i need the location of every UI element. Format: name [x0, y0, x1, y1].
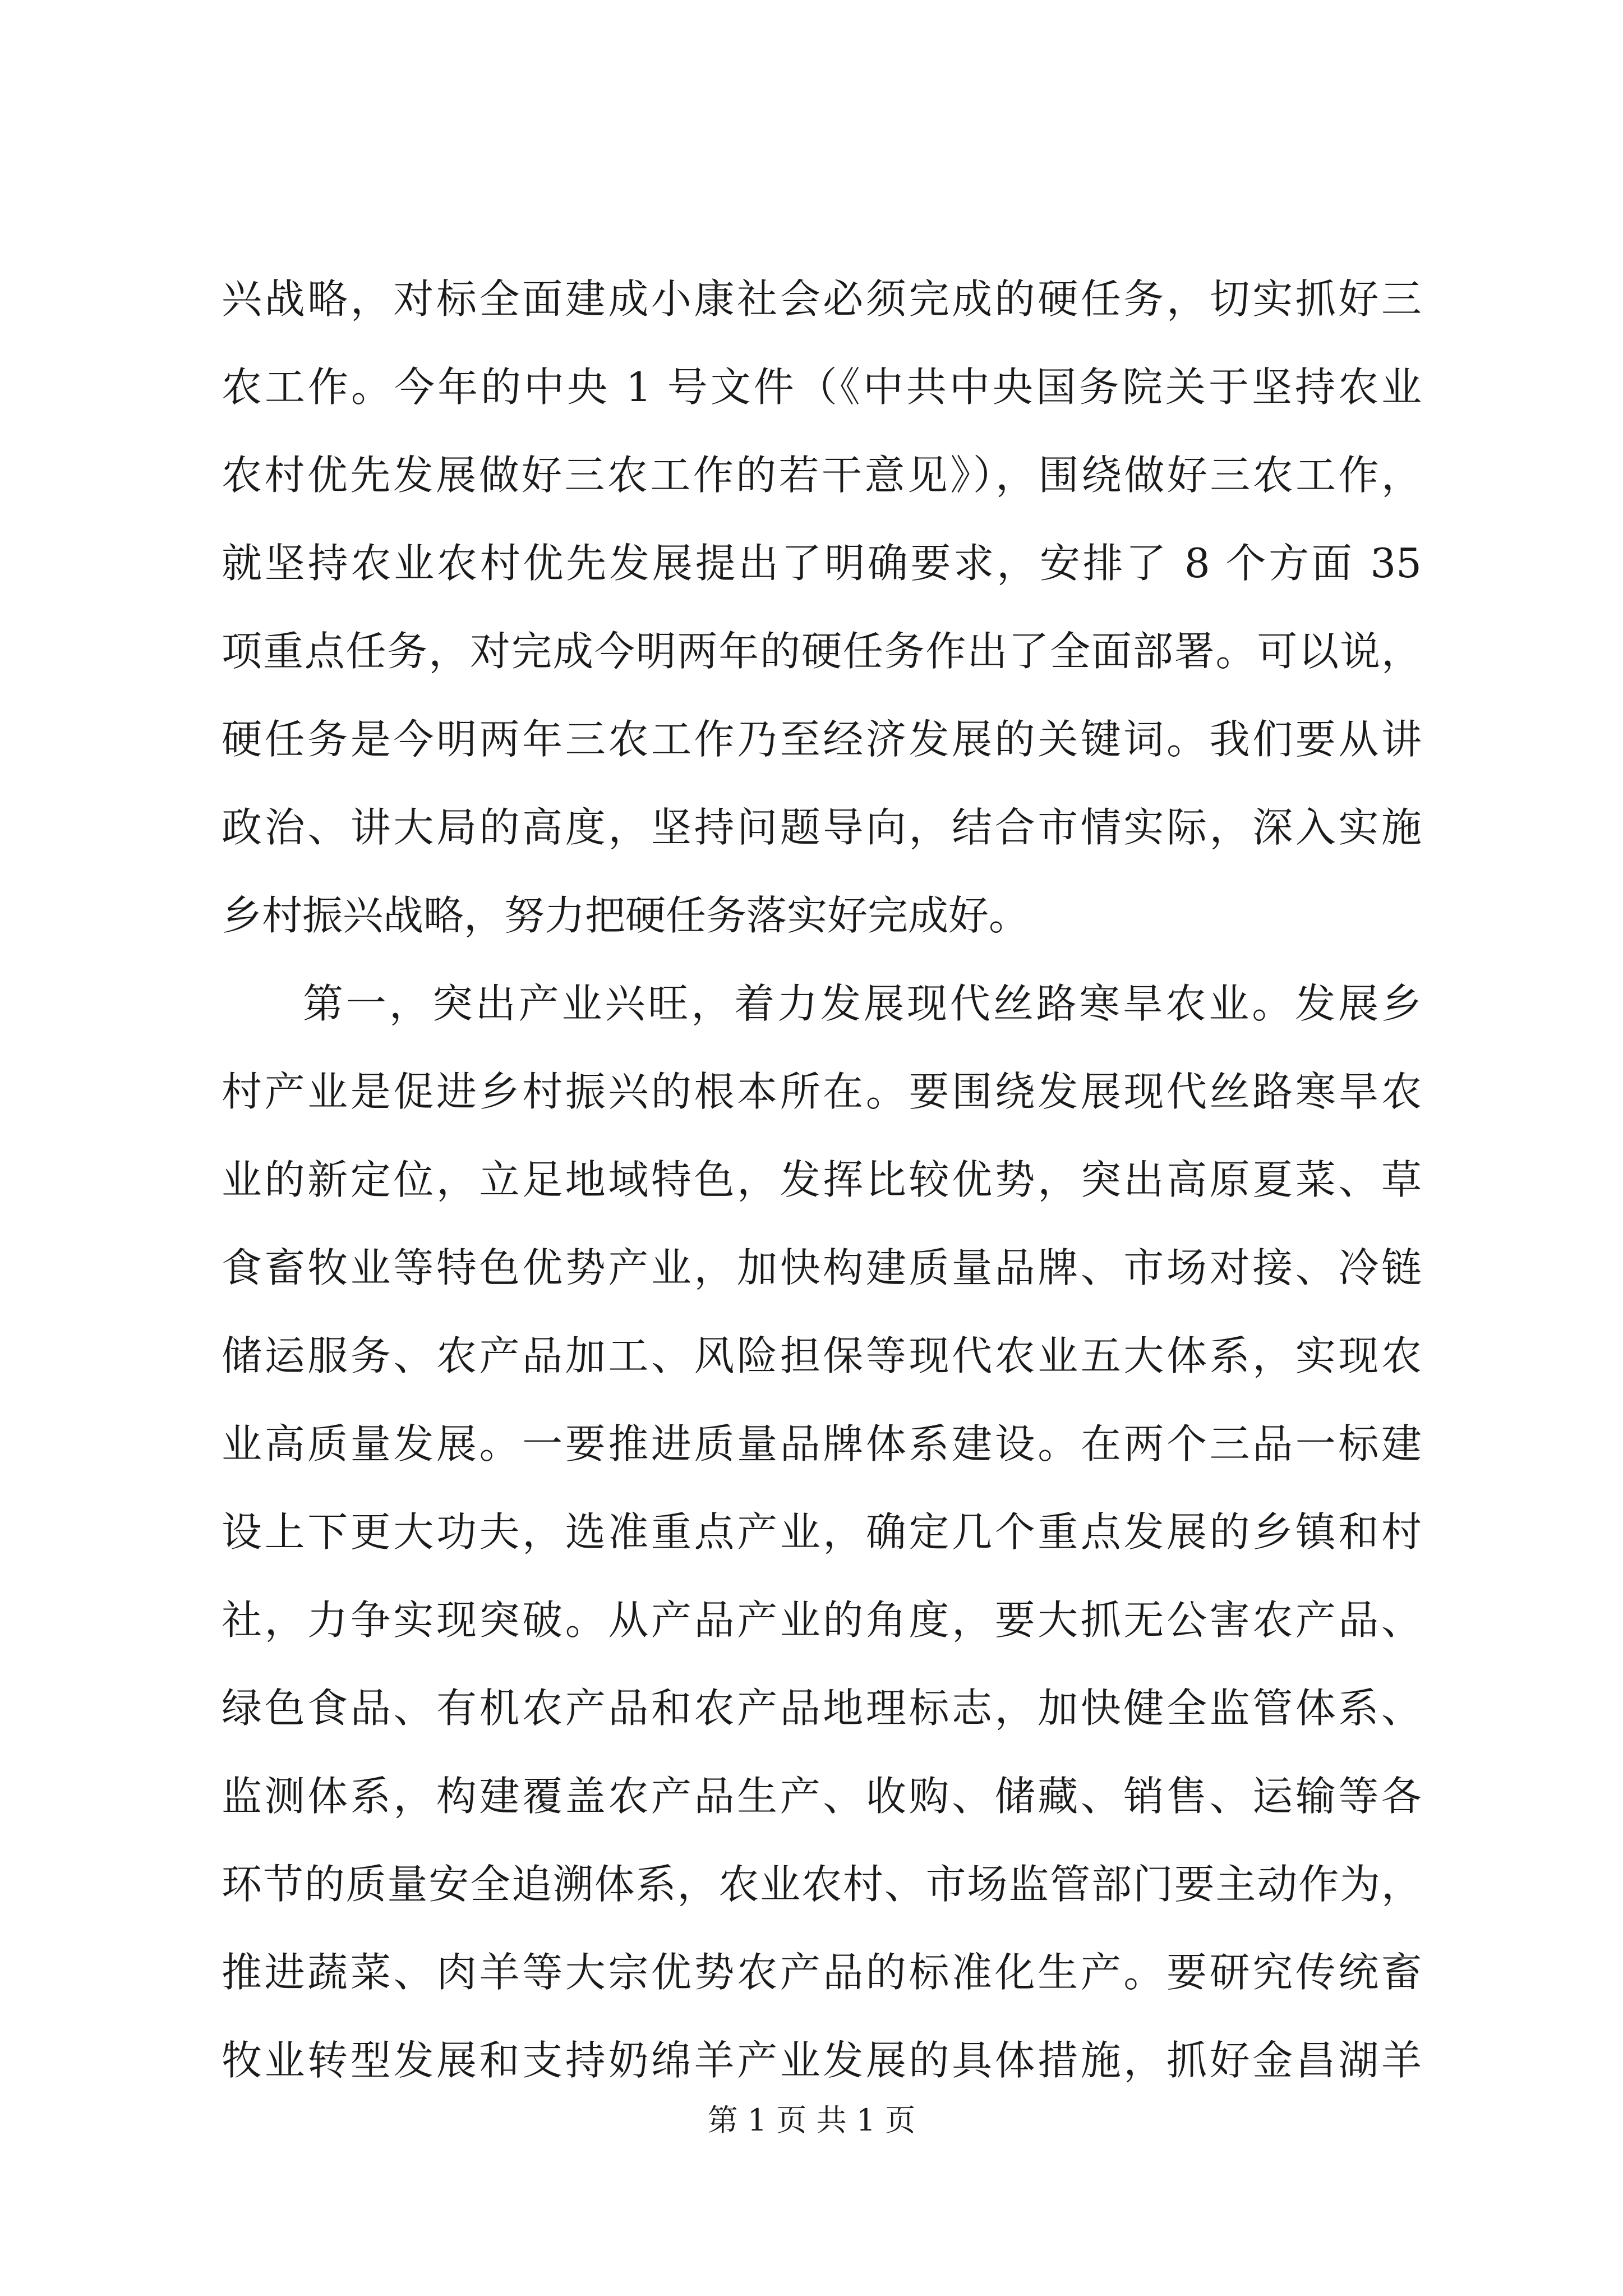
text-line: 农村优先发展做好三农工作的若干意见》），围绕做好三农工作，: [222, 452, 1422, 499]
text-line: 硬任务是今明两年三农工作乃至经济发展的关键词。我们要从讲: [222, 716, 1422, 763]
text-line: 兴战略，对标全面建成小康社会必须完成的硬任务，切实抓好三: [222, 275, 1422, 323]
text-line: 项重点任务，对完成今明两年的硬任务作出了全面部署。可以说，: [222, 628, 1422, 675]
text-line: 监测体系，构建覆盖农产品生产、收购、储藏、销售、运输等各: [222, 1773, 1422, 1820]
text-line: 农工作。今年的中央 1 号文件（《中共中央国务院关于坚持农业: [222, 364, 1422, 411]
text-line: 乡村振兴战略，努力把硬任务落实好完成好。: [222, 892, 1030, 939]
text-line: 储运服务、农产品加工、风险担保等现代农业五大体系，实现农: [222, 1332, 1422, 1379]
text-line: 环节的质量安全追溯体系，农业农村、市场监管部门要主动作为，: [222, 1861, 1422, 1908]
page-footer: 第 1 页 共 1 页: [707, 2102, 916, 2138]
text-line: 设上下更大功夫，选准重点产业，确定几个重点发展的乡镇和村: [222, 1508, 1422, 1556]
text-line: 村产业是促进乡村振兴的根本所在。要围绕发展现代丝路寒旱农: [222, 1068, 1422, 1115]
text-line: 社，力争实现突破。从产品产业的角度，要大抓无公害农产品、: [222, 1596, 1422, 1644]
text-line: 牧业转型发展和支持奶绵羊产业发展的具体措施，抓好金昌湖羊: [222, 2037, 1422, 2084]
text-line: 推进蔬菜、肉羊等大宗优势农产品的标准化生产。要研究传统畜: [222, 1949, 1422, 1996]
document-body: [222, 255, 1422, 2105]
text-line: 食畜牧业等特色优势产业，加快构建质量品牌、市场对接、冷链: [222, 1244, 1422, 1291]
text-line: 政治、讲大局的高度，坚持问题导向，结合市情实际，深入实施: [222, 804, 1422, 851]
text-line: 业的新定位，立足地域特色，发挥比较优势，突出高原夏菜、草: [222, 1156, 1422, 1203]
text-line: 业高质量发展。一要推进质量品牌体系建设。在两个三品一标建: [222, 1420, 1422, 1467]
text-line: 绿色食品、有机农产品和农产品地理标志，加快健全监管体系、: [222, 1685, 1422, 1732]
paragraph-first-line: 第一，突出产业兴旺，着力发展现代丝路寒旱农业。发展乡: [303, 980, 1422, 1027]
text-line: 就坚持农业农村优先发展提出了明确要求，安排了 8 个方面 35: [222, 540, 1422, 587]
